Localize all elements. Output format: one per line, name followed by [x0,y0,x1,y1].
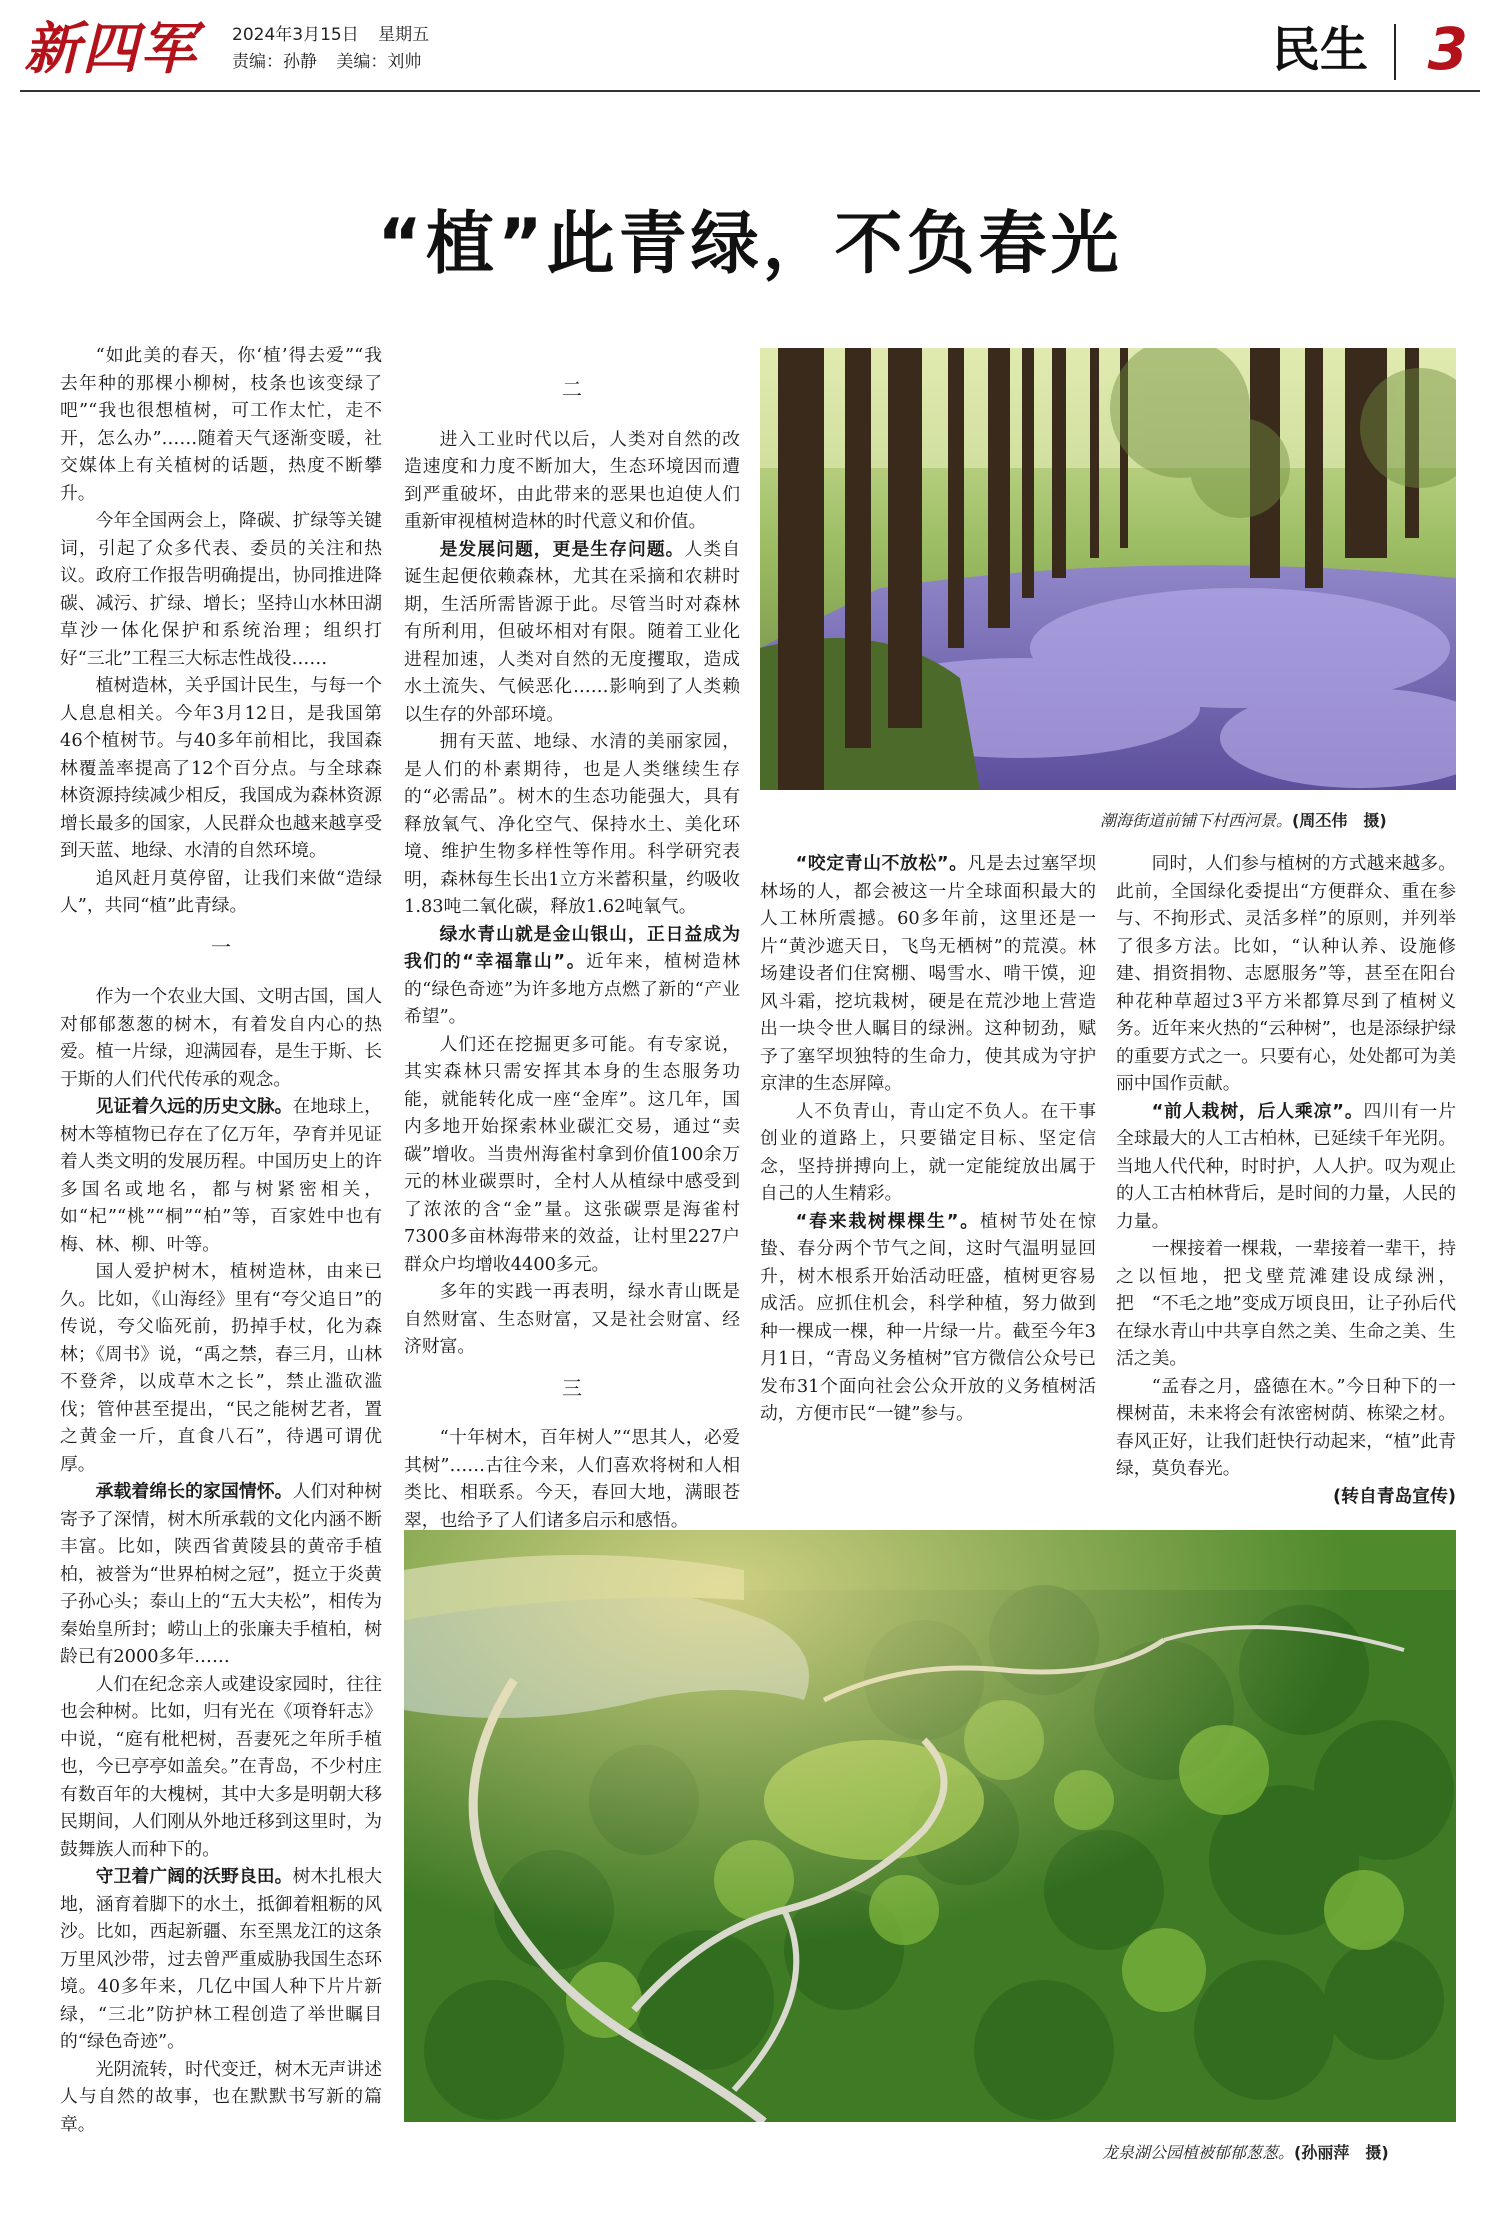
subheading: 守卫着广阔的沃野良田。 [95,1866,293,1887]
body-paragraph: 人们还在挖掘更多可能。有专家说，其实森林只需安挥其本身的生态服务功能，就能转化成一座“金库”。这几年，国内多地开始探索林业碳汇交易，通过“卖碳”增收。当贵州海雀村拿到价值100余万元的林业碳票时，全村人从植绿中感受到了浓浓的含“金”量。这张碳票是海雀村7300多亩林海带来的效益，让村里227户群众户均增收4400多元。 [404,1033,740,1275]
body-paragraph: 是发展问题，更是生存问题。人类自诞生起便依赖森林，尤其在采摘和农耕时期，生活所需皆源于此。尽管当时对森林有所利用，但破坏相对有限。随着工业化进程加速，人类对自然的无度攫取，造成水土流失、气候恶化……影响到了人类赖以生存的外部环境。 [404,538,740,725]
intro-paragraph: 今年全国两会上，降碳、扩绿等关键词，引起了众多代表、委员的关注和热议。政府工作报告明确提出，协同推进降碳、减污、扩绿、增长；坚持山水林田湖草沙一体化保护和系统治理；组织打好“三北”工程三大标志性战役…… [60,510,382,669]
body-paragraph: 进入工业时代以后，人类对自然的改造速度和力度不断加大，生态环境因而遭到严重破坏，由此带来的恶果也迫使人们重新审视植树造林的时代意义和价值。 [404,428,740,532]
subheading: 绿水青山就是金山银山，正日益成为我们的“幸福靠山”。 [404,923,740,972]
subheading: 承载着绵长的家国情怀。 [95,1481,293,1502]
issue-weekday: 星期五 [378,25,430,45]
body-paragraph: 绿水青山就是金山银山，正日益成为我们的“幸福靠山”。近年来，植树造林的“绿色奇迹”为许多地方点燃了新的“产业希望”。 [404,923,740,1027]
subheading: “咬定青山不放松”。 [795,853,968,874]
body-paragraph: 多年的实践一再表明，绿水青山既是自然财富、生态财富，又是社会财富、经济财富。 [404,1281,740,1357]
caption-text: 潮海街道前铺下村西河景。 [1100,811,1293,830]
body-paragraph: 国人爱护树木，植树造林，由来已久。比如，《山海经》里有“夸父追日”的传说，夸父临死前，扔掉手杖，化为森林；《周书》说，“禹之禁，春三月，山林不登斧，以成草木之长”，禁止滥砍滥伐；管仲甚至提出，“民之能树艺者，置之黄金一斤，直食八石”，待遇可谓优厚。 [60,1261,382,1475]
section-name: 民生 [1271,22,1368,78]
subheading: “前人栽树，后人乘凉”。 [1151,1100,1364,1122]
subheading: 是发展问题，更是生存问题。 [439,538,685,560]
body-paragraph: “春来栽树棵棵生”。植树节处在惊蛰、春分两个节气之间，这时气温明显回升，树木根系开始活动旺盛，植树更容易成活。应抓住机会，科学种植，努力做到种一棵成一棵，种一片绿一片。截至今年3月1日，“青岛义务植树”官方微信公众号已发布31个面向社会公众开放的义务植树活动，方便市民“一键”参与。 [760,1210,1096,1424]
intro-paragraph: “如此美的春天，你‘植’得去爱”“我去年种的那棵小柳树，枝条也该变绿了吧”“我也很想植树，可工作太忙，走不开，怎么办”……随着天气逐渐变暖，社交媒体上有关植树的话题，热度不断攀升。 [60,345,382,504]
body-paragraph: 拥有天蓝、地绿、水清的美丽家园，是人们的朴素期待，也是人类继续生存的“必需品”。树木的生态功能强大，具有释放氧气、净化空气、保持水土、美化环境、维护生物多样性等作用。科学研究表明，森林每生长出1立方米蓄积量，约吸收1.83吨二氧化碳，释放1.62吨氧气。 [404,731,740,917]
caption-text: 龙泉湖公园植被郁郁葱葱。 [1102,2143,1295,2162]
body-paragraph: 见证着久远的历史文脉。在地球上，树木等植物已存在了亿万年，孕育并见证着人类文明的发展历程。中国历史上的许多国名或地名，都与树紧密相关，如“杞”“桃”“桐”“柏”等，百家姓中也有梅、林、柳、叶等。 [60,1096,382,1255]
masthead-divider [1394,24,1396,80]
photographer-credit: (周丕伟 摄) [1292,811,1387,830]
section-marker-2: 二 [562,377,582,401]
editor-credit: 责编：孙静 [232,52,317,72]
article-column-3 [760,850,1096,1428]
photographer-credit: (孙丽萍 摄) [1294,2143,1389,2162]
section-marker-1: 一 [211,934,231,959]
photo-caption-1 [1100,808,1387,831]
body-paragraph: 人不负青山，青山定不负人。在干事创业的道路上，只要锚定目标、坚定信念，坚持拼搏向上，就一定能绽放出属于自己的人生精彩。 [760,1100,1096,1204]
photo-caption-2 [1102,2140,1389,2163]
body-paragraph: 同时，人们参与植树的方式越来越多。此前，全国绿化委提出“方便群众、重在参与、不拘形式、灵活多样”的原则，并列举了很多方法。比如，“认种认养、设施修建、捐资捐物、志愿服务”等，甚至在阳台种花种草超过3平方米都算尽到了植树义务。近年来火热的“云种树”，也是添绿护绿的重要方式之一。只要有心，处处都可为美丽中国作贡献。 [1116,853,1456,1094]
body-paragraph: 人们在纪念亲人或建设家园时，往往也会种树。比如，归有光在《项脊轩志》中说，“庭有枇杷树，吾妻死之年所手植也，今已亭亭如盖矣。”在青岛，不少村庄有数百年的大槐树，其中大多是明朝大移民期间，人们刚从外地迁移到这里时，为鼓舞族人而种下的。 [60,1673,382,1860]
body-paragraph: “前人栽树，后人乘凉”。四川有一片全球最大的人工古柏林，已延续千年光阴。当地人代代种，时时护，人人护。叹为观止的人工古柏林背后，是时间的力量，人民的力量。 [1116,1100,1456,1232]
body-paragraph: “孟春之月，盛德在木。”今日种下的一棵树苗，未来将会有浓密树荫、栋梁之材。春风正好，让我们赶快行动起来，“植”此青绿，莫负春光。 [1116,1375,1456,1479]
intro-paragraph: 植树造林，关乎国计民生，与每一个人息息相关。今年3月12日，是我国第46个植树节。与40多年前相比，我国森林覆盖率提高了12个百分点。与全球森林资源持续减少相反，我国成为森林资源增长最多的国家，人民群众也越来越享受到天蓝、地绿、水清的自然环境。 [60,675,382,861]
section-marker-3: 三 [562,1375,582,1400]
body-paragraph: “十年树木，百年树人”“思其人，必爱其树”……古往今来，人们喜欢将树和人相类比、相联系。今天，春回大地，满眼苍翠，也给予了人们诸多启示和感悟。 [404,1427,740,1531]
issue-meta [232,22,443,76]
article-column-2 [404,362,740,1534]
newspaper-logo: 新四军 [24,16,198,82]
issue-date: 2024年3月15日 [232,25,359,45]
masthead-rule [20,90,1480,92]
article-column-1 [60,342,382,2138]
designer-credit: 美编：刘帅 [336,52,422,72]
forest-flowers-photo [760,348,1456,790]
body-paragraph: 作为一个农业大国、文明古国，国人对郁郁葱葱的树木，有着发自内心的热爱。植一片绿，迎满园春，是生于斯、长于斯的人们代代传承的观念。 [60,986,382,1090]
body-paragraph: 承载着绵长的家国情怀。人们对种树寄予了深情，树木所承载的文化内涵不断丰富。比如，陕西省黄陵县的黄帝手植柏，被誉为“世界柏树之冠”，挺立于炎黄子孙心头；泰山上的“五大夫松”，相传为秦始皇所封；崂山上的张廉夫手植柏，树龄已有2000多年…… [60,1481,382,1667]
body-paragraph: 一棵接着一棵栽，一辈接着一辈干，持之以恒地，把戈壁荒滩建设成绿洲，把 “不毛之地”变成万顷良田，让子孙后代在绿水青山中共享自然之美、生命之美、生活之美。 [1116,1238,1456,1369]
park-aerial-photo [404,1530,1456,2122]
intro-paragraph: 追风赶月莫停留，让我们来做“造绿人”，共同“植”此青绿。 [60,867,382,916]
page-title: “植”此青绿，不负春光 [377,205,1123,284]
masthead [20,10,1480,88]
article-column-4 [1116,850,1456,1510]
body-paragraph: 守卫着广阔的沃野良田。树木扎根大地，涵育着脚下的水土，抵御着粗粝的风沙。比如，西起新疆、东至黑龙江的这条万里风沙带，过去曾严重威胁我国生态环境。40多年来，几亿中国人种下片片新绿，“三北”防护林工程创造了举世瞩目的“绿色奇迹”。 [60,1866,382,2052]
source-credit: (转自青岛宣传) [1333,1485,1456,1507]
body-paragraph: 光阴流转，时代变迁，树木无声讲述人与自然的故事，也在默默书写新的篇章。 [60,2058,382,2135]
subheading: “春来栽树棵棵生”。 [795,1210,980,1232]
page-number: 3 [1427,15,1468,83]
subheading: 见证着久远的历史文脉。 [95,1096,293,1117]
body-paragraph: “咬定青山不放松”。凡是去过塞罕坝林场的人，都会被这一片全球面积最大的人工林所震撼。60多年前，这里还是一片“黄沙遮天日，飞鸟无栖树”的荒漠。林场建设者们住窝棚、喝雪水、啃干馍，迎风斗霜，挖坑栽树，硬是在荒沙地上营造出一块令世人瞩目的绿洲。这种韧劲，赋予了塞罕坝独特的生命力，使其成为守护京津的生态屏障。 [760,853,1096,1094]
